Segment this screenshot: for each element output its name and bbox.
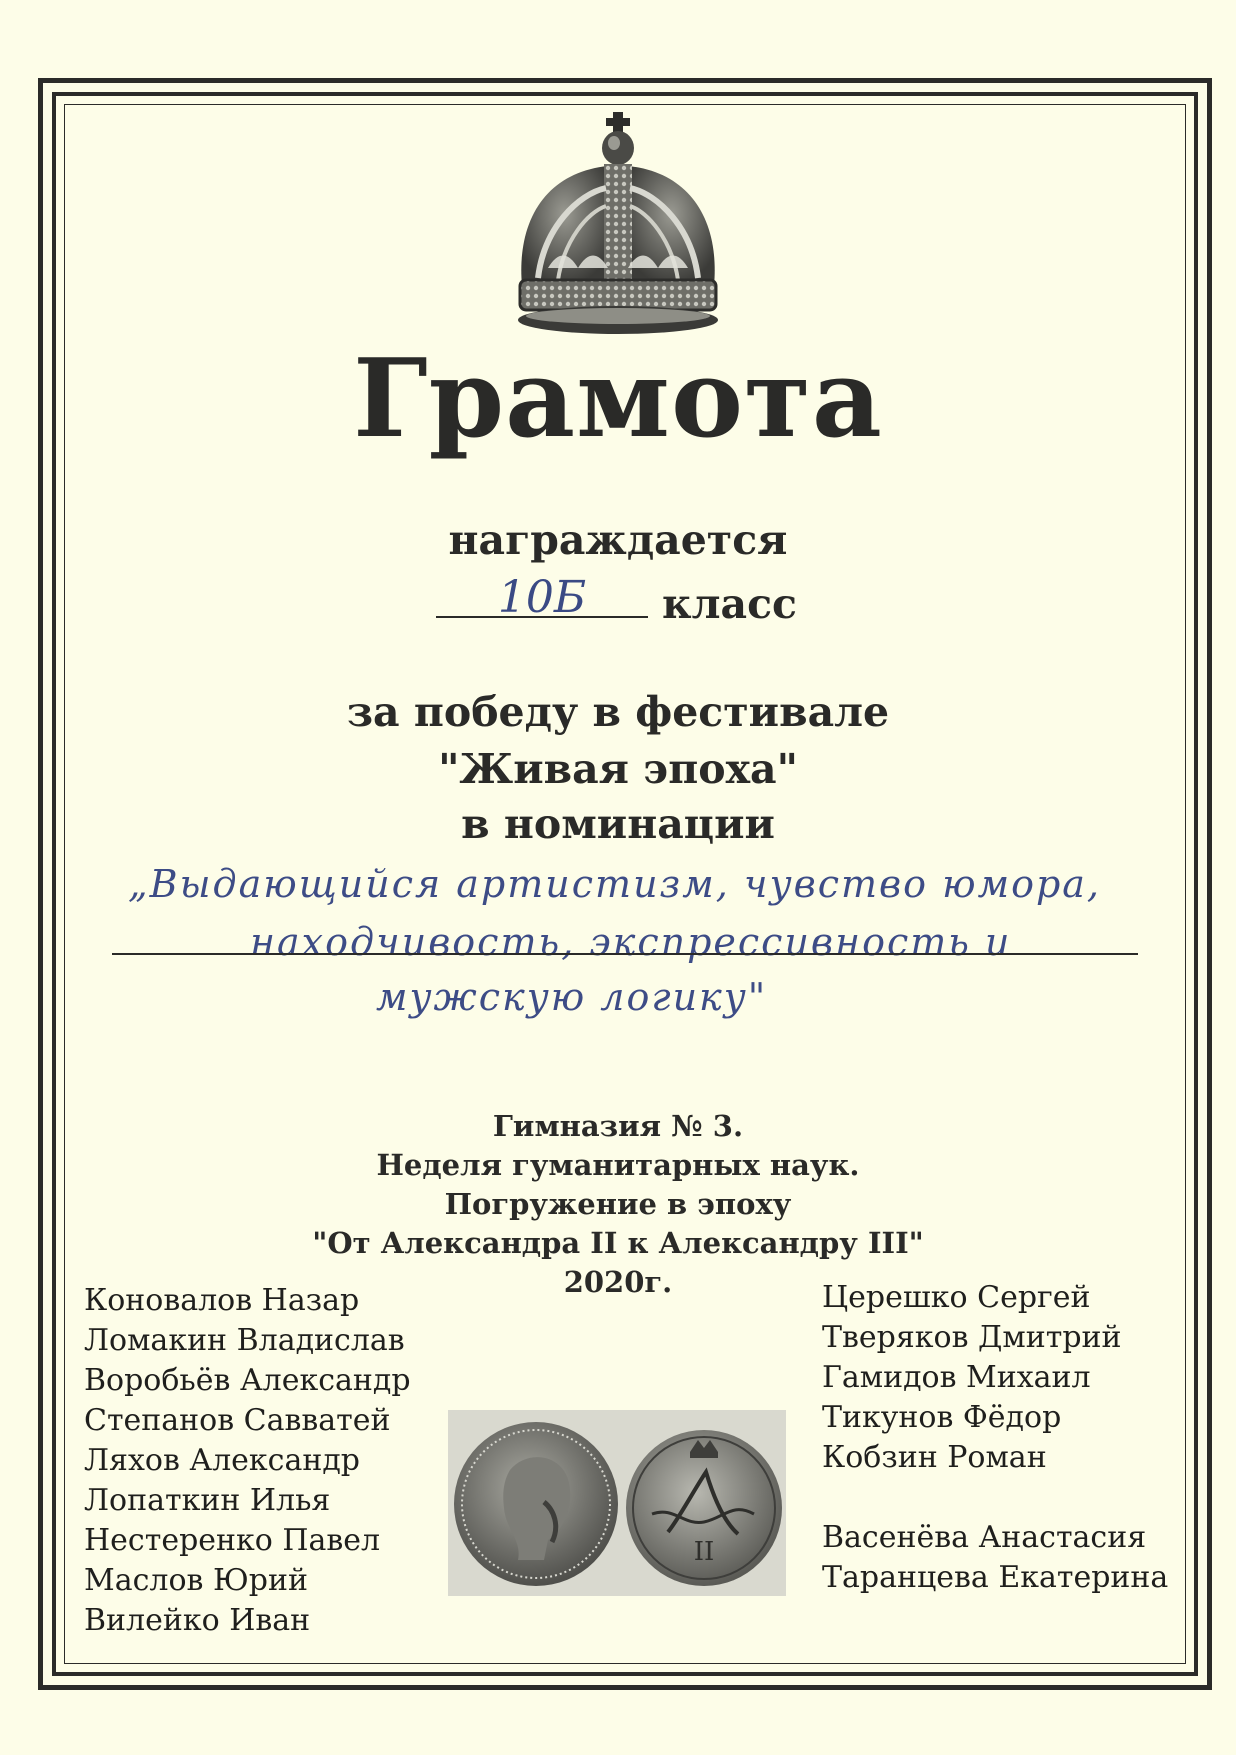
list-item: Таранцева Екатерина bbox=[822, 1560, 1169, 1595]
event-immersion: Погружение в эпоху bbox=[444, 1187, 792, 1221]
list-item: Вилейко Иван bbox=[84, 1603, 311, 1638]
coin-portrait-icon bbox=[454, 1422, 618, 1586]
list-item: Лопаткин Илья bbox=[84, 1483, 331, 1518]
list-item: Гамидов Михаил bbox=[822, 1360, 1091, 1395]
class-label: класс bbox=[662, 580, 798, 628]
awarded-label: награждается bbox=[448, 516, 788, 564]
coin-monogram-icon bbox=[626, 1430, 782, 1586]
list-item: Церешко Сергей bbox=[822, 1280, 1091, 1315]
list-item: Воробьёв Александр bbox=[84, 1363, 411, 1398]
names-right-list bbox=[822, 1278, 1168, 1598]
list-item: Маслов Юрий bbox=[84, 1563, 308, 1598]
list-item: Тверяков Дмитрий bbox=[822, 1320, 1122, 1355]
list-item: Ляхов Александр bbox=[84, 1443, 361, 1478]
list-spacer bbox=[822, 1478, 1168, 1518]
event-theme: "От Александра II к Александру III" bbox=[312, 1226, 924, 1260]
list-item: Степанов Савватей bbox=[84, 1403, 391, 1438]
school-name: Гимназия № 3. bbox=[492, 1109, 744, 1143]
coins-image bbox=[448, 1410, 786, 1596]
event-week: Неделя гуманитарных наук. bbox=[376, 1148, 860, 1182]
event-year: 2020г. bbox=[563, 1265, 673, 1299]
class-handwritten-value: 10Б bbox=[497, 572, 587, 623]
class-blank-line bbox=[436, 616, 648, 618]
list-item: Кобзин Роман bbox=[822, 1440, 1047, 1475]
nomination-handwritten-1: „Выдающийся артистизм, чувство юмора, bbox=[128, 862, 1102, 906]
nomination-label: в номинации bbox=[461, 800, 775, 848]
list-item: Нестеренко Павел bbox=[84, 1523, 381, 1558]
list-item: Тикунов Фёдор bbox=[822, 1400, 1062, 1435]
festival-name: "Живая эпоха" bbox=[438, 745, 798, 793]
nomination-underline bbox=[112, 953, 1138, 955]
svg-text:II: II bbox=[693, 1537, 715, 1567]
certificate-title: Грамота bbox=[353, 336, 883, 462]
crown-icon bbox=[508, 108, 728, 346]
nomination-handwritten-3: мужскую логику" bbox=[376, 975, 768, 1019]
names-left-list bbox=[84, 1281, 411, 1641]
nomination-handwritten-2: находчивость, экспрессивность и bbox=[250, 920, 1012, 964]
reason-line-1: за победу в фестивале bbox=[346, 688, 890, 736]
list-item: Ломакин Владислав bbox=[84, 1323, 405, 1358]
list-item: Коновалов Назар bbox=[84, 1283, 360, 1318]
class-row bbox=[0, 572, 1236, 632]
list-item: Васенёва Анастасия bbox=[822, 1520, 1147, 1555]
